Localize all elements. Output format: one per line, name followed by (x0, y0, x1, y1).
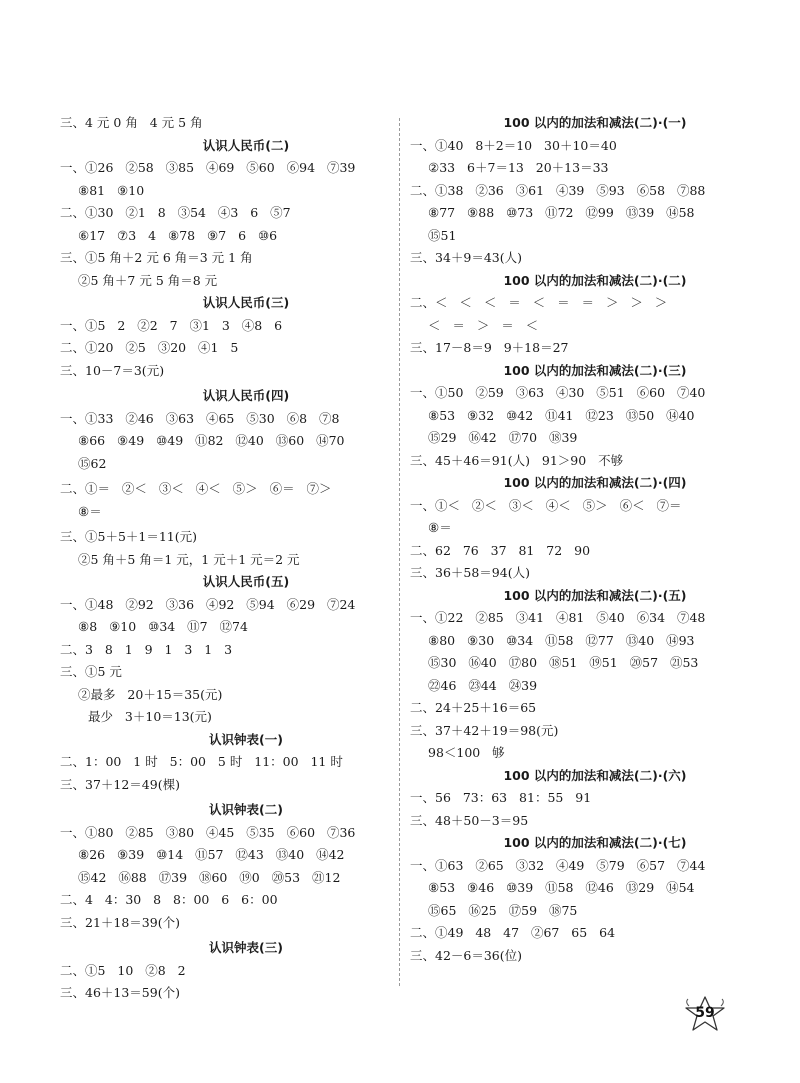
answer-line: 三、34＋9＝43(人) (410, 250, 523, 265)
answer-line: 一、①22 ②85 ③41 ④81 ⑤40 ⑥34 ⑦48 (410, 610, 706, 625)
section-heading: 认识钟表(一) (209, 731, 283, 747)
section-heading: 认识人民币(五) (202, 574, 290, 589)
answer-line: 最少 3＋10＝13(元) (88, 709, 212, 724)
answer-line: ②33 6＋7＝13 20＋13＝33 (428, 160, 609, 175)
answer-line: 三、37＋42＋19＝98(元) (410, 722, 559, 738)
answer-line: 三、①5 元 (60, 664, 122, 679)
page-number-badge (682, 996, 728, 1032)
column-divider (399, 118, 400, 986)
answer-line: ⑧＝ (428, 520, 452, 535)
answer-line: ＜ ＝ ＞ ＝ ＜ (428, 317, 539, 333)
answer-line: ⑧＝ (78, 503, 102, 519)
answer-line: ⑧53 ⑨46 ⑩39 ⑪58 ⑫46 ⑬29 ⑭54 (428, 880, 695, 895)
answer-line: ⑮65 ⑯25 ⑰59 ⑱75 (428, 902, 578, 918)
section-heading: 100 以内的加法和减法(二)·(三) (503, 362, 687, 378)
answer-line: 二、24＋25＋16＝65 (410, 700, 537, 715)
answer-line: 三、4 元 0 角 4 元 5 角 (60, 115, 203, 130)
answer-line: ㉒46 ㉓44 ㉔39 (428, 677, 538, 693)
page-number: 59 (695, 1005, 715, 1021)
answer-line: ⑮62 (78, 455, 107, 471)
answer-line: 三、46＋13＝59(个) (60, 985, 180, 1000)
section-heading: 100 以内的加法和减法(二)·(五) (503, 587, 687, 603)
answer-line: 二、62 76 37 81 72 90 (410, 542, 591, 558)
answer-line: 二、①20 ②5 ③20 ④1 5 (60, 340, 239, 355)
answer-line: 三、37＋12＝49(棵) (60, 776, 180, 792)
answer-line: 一、56 73：63 81：55 91 (410, 790, 592, 805)
answer-line: 二、4 4：30 8 8：00 6 6：00 (60, 892, 278, 907)
answer-line: 三、42－6＝36(位) (410, 947, 523, 963)
answer-line: 一、①26 ②58 ③85 ④69 ⑤60 ⑥94 ⑦39 (60, 160, 356, 175)
answer-line: 三、45＋46＝91(人) 91＞90 不够 (410, 452, 624, 468)
answer-line: 二、①38 ②36 ③61 ④39 ⑤93 ⑥58 ⑦88 (410, 182, 706, 198)
answer-line: 三、48＋50－3＝95 (410, 812, 529, 828)
answer-line: 二、①5 10 ②8 2 (60, 962, 186, 978)
section-heading: 100 以内的加法和减法(二)·(六) (503, 767, 687, 783)
right-answer-column (410, 112, 740, 967)
answer-line: ②最多 20＋15＝35(元) (78, 686, 223, 702)
answer-line: 98＜100 够 (428, 745, 505, 760)
answer-line: ⑧81 ⑨10 (78, 182, 145, 198)
answer-line: 三、36＋58＝94(人) (410, 565, 530, 580)
answer-line: 一、①5 2 ②2 7 ③1 3 ④8 6 (60, 317, 283, 333)
answer-line: ⑧26 ⑨39 ⑩14 ⑪57 ⑫43 ⑬40 ⑭42 (78, 847, 345, 862)
answer-line: ⑧77 ⑨88 ⑩73 ⑪72 ⑫99 ⑬39 ⑭58 (428, 205, 695, 220)
answer-line: ⑧66 ⑨49 ⑩49 ⑪82 ⑫40 ⑬60 ⑭70 (78, 433, 345, 448)
answer-line: ⑧8 ⑨10 ⑩34 ⑪7 ⑫74 (78, 619, 248, 634)
section-heading: 认识钟表(三) (209, 940, 283, 955)
section-heading: 100 以内的加法和减法(二)·(四) (503, 475, 687, 490)
section-heading: 认识人民币(二) (202, 137, 290, 153)
section-heading: 认识钟表(二) (209, 802, 283, 817)
answer-line: ⑧53 ⑨32 ⑩42 ⑪41 ⑫23 ⑬50 ⑭40 (428, 407, 695, 423)
section-heading: 100 以内的加法和减法(二)·(七) (503, 835, 687, 850)
answer-line: ⑧80 ⑨30 ⑩34 ⑪58 ⑫77 ⑬40 ⑭93 (428, 632, 695, 648)
answer-line: 二、＜ ＜ ＜ ＝ ＜ ＝ ＝ ＞ ＞ ＞ (410, 295, 668, 310)
answer-line: 一、①＜ ②＜ ③＜ ④＜ ⑤＞ ⑥＜ ⑦＝ (410, 497, 682, 513)
answer-line: 一、①48 ②92 ③36 ④92 ⑤94 ⑥29 ⑦24 (60, 596, 356, 612)
answer-line: 二、①＝ ②＜ ③＜ ④＜ ⑤＞ ⑥＝ ⑦＞ (60, 481, 332, 496)
answer-line: 二、①49 48 47 ②67 65 64 (410, 925, 616, 940)
answer-line: 一、①40 8＋2＝10 30＋10＝40 (410, 137, 617, 153)
answer-line: 一、①50 ②59 ③63 ④30 ⑤51 ⑥60 ⑦40 (410, 385, 706, 400)
section-heading: 100 以内的加法和减法(二)·(二) (503, 272, 687, 288)
answer-line: 二、1：00 1 时 5：00 5 时 11：00 11 时 (60, 754, 343, 769)
answer-line: 三、10－7＝3(元) (60, 362, 165, 378)
answer-line: 一、①80 ②85 ③80 ④45 ⑤35 ⑥60 ⑦36 (60, 824, 356, 840)
answer-line: 一、①33 ②46 ③63 ④65 ⑤30 ⑥8 ⑦8 (60, 410, 340, 426)
left-answer-column (60, 112, 392, 1005)
section-heading: 认识人民币(三) (202, 295, 290, 310)
answer-line: 二、①30 ②1 8 ③54 ④3 6 ⑤7 (60, 205, 291, 220)
section-heading: 认识人民币(四) (202, 388, 290, 403)
answer-line: 三、①5 角＋2 元 6 角＝3 元 1 角 (60, 250, 253, 265)
answer-line: ②5 角＋7 元 5 角＝8 元 (78, 272, 218, 288)
answer-line: 三、21＋18＝39(个) (60, 914, 180, 930)
answer-line: ⑮51 (428, 227, 457, 243)
answer-line: ⑮29 ⑯42 ⑰70 ⑱39 (428, 430, 578, 445)
answer-line: ⑮42 ⑯88 ⑰39 ⑱60 ⑲0 ⑳53 ㉑12 (78, 869, 341, 885)
answer-line: ⑮30 ⑯40 ⑰80 ⑱51 ⑲51 ⑳57 ㉑53 (428, 655, 699, 670)
answer-line: 三、17－8＝9 9＋18＝27 (410, 340, 569, 355)
answer-line: ⑥17 ⑦3 4 ⑧78 ⑨7 6 ⑩6 (78, 227, 278, 243)
answer-line: 一、①63 ②65 ③32 ④49 ⑤79 ⑥57 ⑦44 (410, 857, 706, 873)
answer-line: 三、①5＋5＋1＝11(元) (60, 529, 198, 544)
answer-line: ②5 角＋5 角＝1 元，1 元＋1 元＝2 元 (78, 551, 300, 567)
section-heading: 100 以内的加法和减法(二)·(一) (503, 115, 687, 130)
answer-line: 二、3 8 1 9 1 3 1 3 (60, 641, 233, 657)
